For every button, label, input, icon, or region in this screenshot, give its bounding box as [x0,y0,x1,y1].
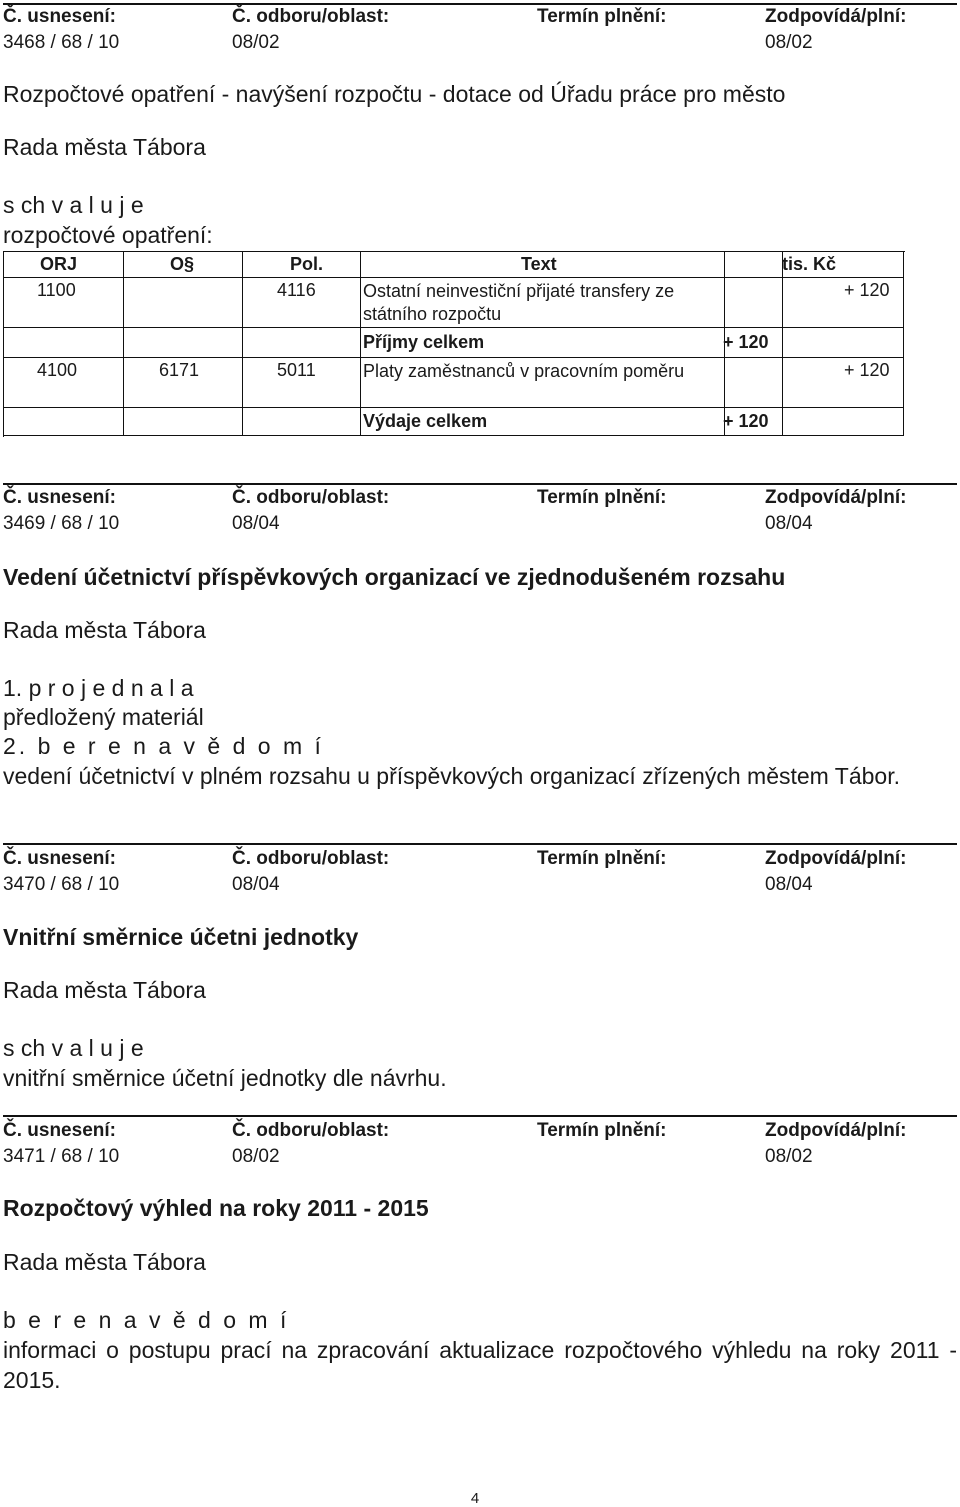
label-termin: Termín plnění: [537,6,667,27]
resolution-header [0,487,960,511]
col-header-tis: tis. Kč [782,254,837,274]
cell-pol: 4116 [277,280,316,300]
label-odbor: Č. odboru/oblast: [232,6,390,27]
section-divider [3,843,957,845]
council-name: Rada města Tábora [3,617,206,643]
cell-amount: + 120 [844,360,890,380]
label-usneseni: Č. usnesení: [3,6,116,27]
zodpovida-value: 08/02 [765,32,813,53]
col-header-pol: Pol. [290,254,324,274]
usneseni-number: 3471 / 68 / 10 [3,1146,120,1167]
resolution-verb: 2. b e r e n a v ě d o m í [3,733,324,759]
cell-o: 6171 [159,360,200,380]
section-divider [3,483,957,485]
cell-orj: 4100 [37,360,78,380]
table-vline [123,252,124,436]
zodpovida-value: 08/04 [765,513,813,534]
col-header-o: O§ [170,254,195,274]
council-name: Rada města Tábora [3,977,206,1003]
usneseni-number: 3469 / 68 / 10 [3,513,120,534]
table-hline [4,435,904,436]
table-vline [360,252,361,436]
odbor-value: 08/02 [232,32,280,53]
resolution-header [0,6,960,30]
resolution-verb: 1. p r o j e d n a l a [3,675,194,701]
table-vline [782,252,783,436]
resolution-title: Rozpočtové opatření - navýšení rozpočtu - dotace od Úřadu práce pro město [3,81,786,107]
resolution-verb: s ch v a l u j e [3,192,144,218]
resolution-text: vedení účetnictví v plném rozsahu u příspěvkových organizací zřízených městem Tábor. [3,763,900,789]
label-termin: Termín plnění: [537,1120,667,1141]
resolution-text: informaci o postupu prací na zpracování aktualizace rozpočtového výhledu na roky 2011 - 2015. [3,1337,957,1393]
odbor-value: 08/04 [232,874,280,895]
usneseni-number: 3468 / 68 / 10 [3,32,120,53]
section-divider [3,3,957,5]
table-hline [4,407,904,408]
label-odbor: Č. odboru/oblast: [232,487,390,508]
total-label: Výdaje celkem [363,411,488,431]
page-number: 4 [470,1490,480,1507]
resolution-title: Rozpočtový výhled na roky 2011 - 2015 [3,1195,429,1221]
label-usneseni: Č. usnesení: [3,1120,116,1141]
resolution-meta [0,874,960,898]
label-usneseni: Č. usnesení: [3,848,116,869]
resolution-text: rozpočtové opatření: [3,222,213,248]
cell-pol: 5011 [277,360,316,380]
odbor-value: 08/02 [232,1146,280,1167]
table-hline [4,277,904,278]
label-termin: Termín plnění: [537,848,667,869]
label-zodpovida: Zodpovídá/plní: [765,848,907,869]
cell-text: Ostatní neinvestiční přijaté transfery ze státního rozpočtu [363,281,675,324]
resolution-verb: s ch v a l u j e [3,1035,144,1061]
label-odbor: Č. odboru/oblast: [232,848,390,869]
resolution-verb: b e r e n a v ě d o m í [3,1307,290,1333]
council-name: Rada města Tábora [3,134,206,160]
label-usneseni: Č. usnesení: [3,487,116,508]
total-value: + 120 [723,411,769,431]
odbor-value: 08/04 [232,513,280,534]
resolution-meta [0,513,960,537]
cell-text: Platy zaměstnanců v pracovním poměru [363,361,685,381]
label-zodpovida: Zodpovídá/plní: [765,6,907,27]
total-label: Příjmy celkem [363,332,485,352]
col-header-orj: ORJ [40,254,78,274]
usneseni-number: 3470 / 68 / 10 [3,874,120,895]
label-odbor: Č. odboru/oblast: [232,1120,390,1141]
col-header-text: Text [521,254,557,274]
budget-table [3,251,905,437]
label-termin: Termín plnění: [537,487,667,508]
resolution-title: Vnitřní směrnice účetni jednotky [3,924,359,950]
resolution-text: vnitřní směrnice účetní jednotky dle návrhu. [3,1065,447,1091]
table-vline [242,252,243,436]
label-zodpovida: Zodpovídá/plní: [765,1120,907,1141]
resolution-meta [0,1146,960,1170]
resolution-header [0,848,960,872]
label-zodpovida: Zodpovídá/plní: [765,487,907,508]
cell-amount: + 120 [844,280,890,300]
zodpovida-value: 08/04 [765,874,813,895]
resolution-meta [0,32,960,56]
table-hline [4,357,904,358]
resolution-text: předložený materiál [3,704,204,730]
section-divider [3,1115,957,1117]
zodpovida-value: 08/02 [765,1146,813,1167]
table-hline [4,327,904,328]
resolution-header [0,1120,960,1144]
total-value: + 120 [723,332,769,352]
council-name: Rada města Tábora [3,1249,206,1275]
resolution-title: Vedení účetnictví příspěvkových organizací ve zjednodušeném rozsahu [3,564,786,590]
table-vline [903,252,904,436]
cell-orj: 1100 [37,280,76,300]
